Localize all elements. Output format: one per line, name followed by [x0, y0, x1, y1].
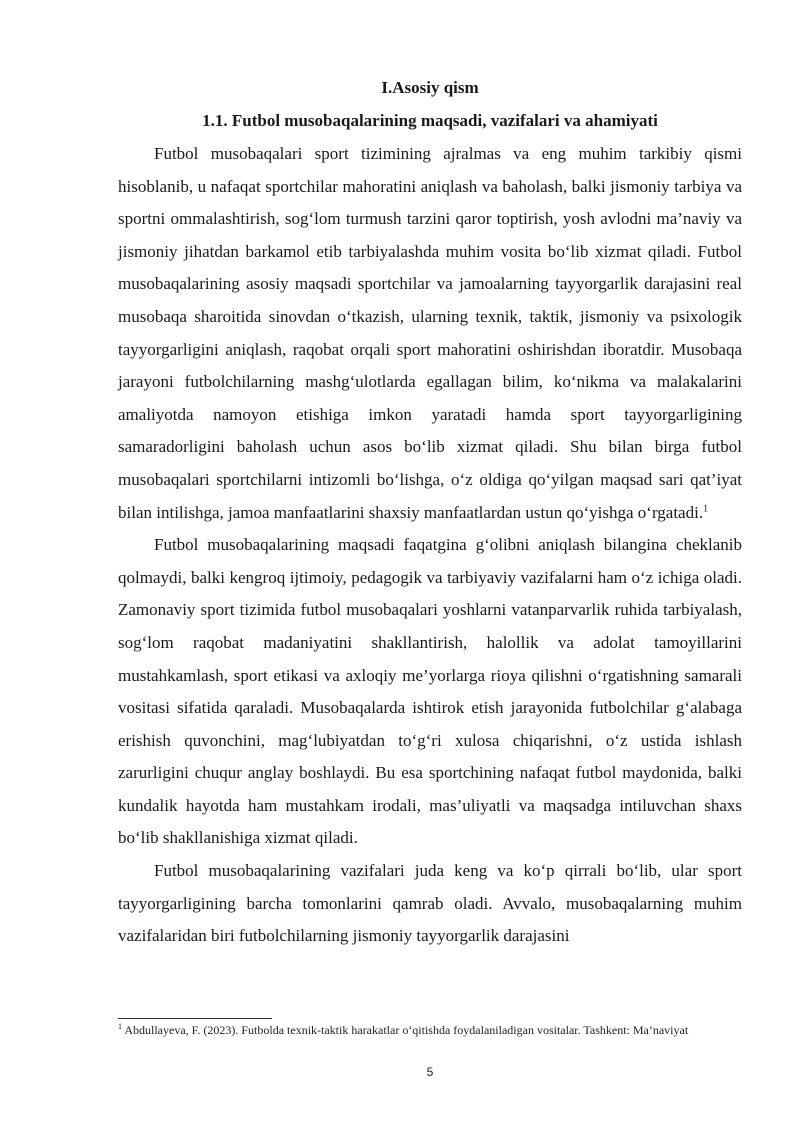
paragraph-1 — [118, 138, 742, 529]
page-body — [118, 76, 742, 953]
footnote-text: Abdullayeva, F. (2023). Futbolda texnik-taktik harakatlar o‘qitishda foydalaniladigan vositalar. Tashkent: Ma’naviyat — [124, 1023, 689, 1037]
chapter-title: I.Asosiy qism — [381, 78, 479, 97]
section-title: 1.1. Futbol musobaqalarining maqsadi, vazifalari va ahamiyati — [202, 111, 658, 130]
footnote — [118, 1022, 718, 1038]
paragraph-2 — [118, 529, 742, 855]
footnote-divider — [118, 1018, 272, 1019]
paragraph-3 — [118, 855, 742, 953]
page-number: 5 — [426, 1065, 434, 1079]
footnote-reference[interactable]: 1 — [703, 502, 709, 514]
paragraph-2-text: Futbol musobaqalarining maqsadi faqatgina g‘olibni aniqlash bilangina cheklanib qolmaydi, balki kengroq ijtimoiy, pedagogik va tarbiyaviy vazifalarni ham o‘z ichiga oladi. Zamonaviy sport tizimida futbol musobaqalari yoshlarni vatanparvarlik ruhida tarbiyalash, sog‘lom raqobat madaniyatini shakllantirish, halollik va adolat tamoyillarini mustahkamlash, sport etikasi va axloqiy me’yorlarga rioya qilishni o‘rgatishning samarali vositasi sifatida qaraladi. Musobaqalarda ishtirok etish jarayonida futbolchilar g‘alabaga erishish quvonchini, mag‘lubiyatdan to‘g‘ri xulosa chiqarishni, o‘z ustida ishlash zarurligini chuqur anglay boshlaydi. Bu esa sportchining nafaqat futbol maydonida, balki kundalik hayotda ham mustahkam irodali, mas’uliyatli va maqsadga intiluvchan shaxs bo‘lib shakllanishiga xizmat qiladi. — [118, 535, 742, 848]
footnote-number: 1 — [118, 1022, 122, 1031]
paragraph-1-text: Futbol musobaqalari sport tizimining ajralmas va eng muhim tarkibiy qismi hisoblanib, u nafaqat sportchilar mahoratini aniqlash va baholash, balki jismoniy tarbiya va sportni ommalashtirish, sog‘lom turmush tarzini qaror toptirish, yosh avlodni ma’naviy va jismoniy jihatdan barkamol etib tarbiyalashda muhim vosita bo‘lib xizmat qiladi. Futbol musobaqalarining asosiy maqsadi sportchilar va jamoalarning tayyorgarlik darajasini real musobaqa sharoitida sinovdan o‘tkazish, ularning texnik, taktik, jismoniy va psixologik tayyorgarligini aniqlash, raqobat orqali sport mahoratini oshirishdan iboratdir. Musobaqa jarayoni futbolchilarning mashg‘ulotlarda egallagan bilim, ko‘nikma va malakalarini amaliyotda namoyon etishiga imkon yaratadi hamda sport tayyorgarligining samaradorligini baholash uchun asos bo‘lib xizmat qiladi. Shu bilan birga futbol musobaqalari sportchilarni intizomli bo‘lishga, o‘z oldiga qo‘yilgan maqsad sari qat’iyat bilan intilishga, jamoa manfaatlarini shaxsiy manfaatlardan ustun qo‘yishga o‘rgatadi. — [118, 144, 742, 522]
paragraph-3-text: Futbol musobaqalarining vazifalari juda keng va ko‘p qirrali bo‘lib, ular sport tayyorgarligining barcha tomonlarini qamrab oladi. Avvalo, musobaqalarning muhim vazifalaridan biri futbolchilarning jismoniy tayyorgarlik darajasini — [118, 861, 742, 946]
